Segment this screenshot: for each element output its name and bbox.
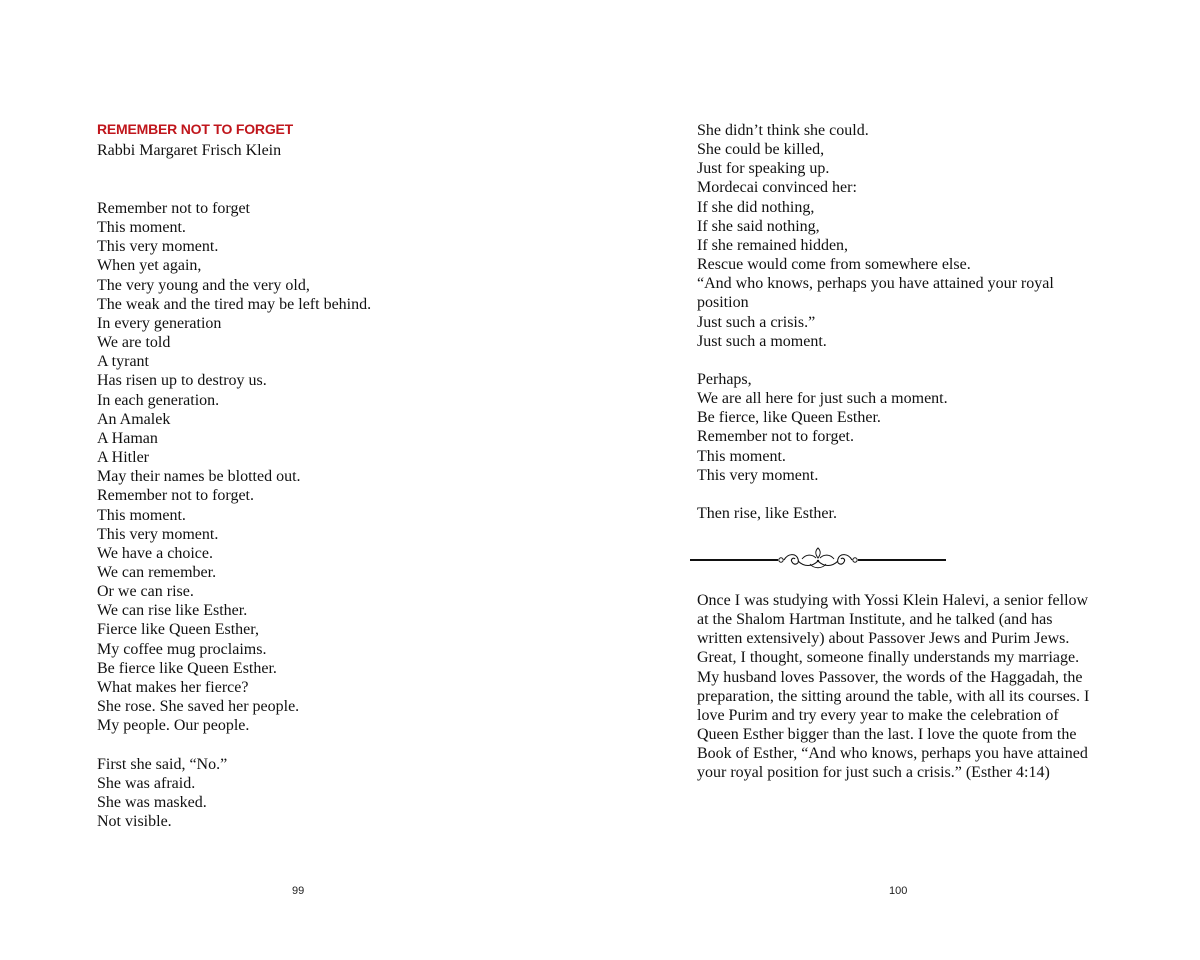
poem-line: My coffee mug proclaims. [97, 640, 267, 658]
page-number-left: 99 [292, 885, 305, 897]
poem-line: She was afraid. [97, 774, 196, 792]
poem-line: My people. Our people. [97, 717, 250, 735]
poem-line: Or we can rise. [97, 583, 194, 601]
poem-line: We are told [97, 334, 171, 352]
poem-line: Just such a moment. [697, 332, 827, 350]
poem-line: If she said nothing, [697, 217, 820, 235]
poem-line: The very young and the very old, [97, 276, 310, 294]
poem-line: Fierce like Queen Esther, [97, 621, 259, 639]
poem-line: This moment. [97, 219, 186, 237]
poem-title: REMEMBER NOT TO FORGET [97, 121, 294, 137]
prose-line: Queen Esther bigger than the last. I love the quote from the [697, 726, 1077, 744]
poem-line: Be fierce like Queen Esther. [97, 659, 277, 677]
poem-line: A tyrant [97, 353, 149, 371]
poem-line: This moment. [97, 506, 186, 524]
poem-line: We can remember. [97, 563, 217, 581]
poem-line: When yet again, [97, 257, 202, 275]
poem-line: Mordecai convinced her: [697, 179, 857, 197]
prose-line: your royal position for just such a crisis.” (Esther 4:14) [697, 764, 1050, 782]
poem-line [697, 351, 1054, 370]
poem-line [697, 485, 1054, 504]
page-number-right: 100 [889, 885, 908, 897]
poem-line: The weak and the tired may be left behind. [97, 295, 372, 313]
poem-line: Rescue would come from somewhere else. [697, 256, 971, 274]
poem-line: This moment. [697, 447, 786, 465]
prose-line: Great, I thought, someone finally understands my marriage. [697, 649, 1080, 667]
prose-line: preparation, the sitting around the table, with all its courses. I [697, 687, 1090, 705]
poem-lines-right [697, 121, 1054, 523]
poem-line: This very moment. [697, 466, 819, 484]
ornamental-flourish-divider-icon [690, 545, 946, 575]
poem-line: Has risen up to destroy us. [97, 372, 267, 390]
poem-line: Not visible. [97, 812, 172, 830]
poem-line: She could be killed, [697, 141, 825, 159]
poem-line: First she said, “No.” [97, 755, 228, 773]
poem-line: Be fierce, like Queen Esther. [697, 409, 881, 427]
poem-line: An Amalek [97, 410, 171, 428]
poem-line: Remember not to forget. [97, 487, 254, 505]
poem-line: Remember not to forget. [697, 428, 854, 446]
prose-line: Once I was studying with Yossi Klein Halevi, a senior fellow [697, 592, 1089, 609]
poem-line: Then rise, like Esther. [697, 505, 837, 523]
poem-line: Just such a crisis.” [697, 313, 816, 331]
poem-line: Remember not to forget [97, 200, 250, 217]
poem-line: position [697, 294, 749, 312]
poem-line: What makes her fierce? [97, 678, 249, 696]
poem-line: May their names be blotted out. [97, 468, 301, 486]
poem-line: She rose. She saved her people. [97, 698, 300, 716]
poem-line: “And who knows, perhaps you have attained your royal [697, 275, 1054, 293]
prose-line: My husband loves Passover, the words of the Haggadah, the [697, 668, 1083, 686]
poem-line: She didn’t think she could. [697, 122, 869, 139]
poem-line [97, 735, 371, 754]
poem-line: In each generation. [97, 391, 220, 409]
prose-line: love Purim and try every year to make the celebration of [697, 706, 1059, 724]
prose-paragraph [697, 591, 1117, 783]
poem-line: We have a choice. [97, 544, 213, 562]
prose-line: Book of Esther, “And who knows, perhaps you have attained [697, 745, 1088, 763]
poem-line: If she remained hidden, [697, 236, 849, 254]
poem-line: She was masked. [97, 793, 207, 811]
poem-line: Just for speaking up. [697, 160, 830, 178]
poem-line: This very moment. [97, 238, 219, 256]
poem-line: We are all here for just such a moment. [697, 390, 948, 408]
poem-lines-left [97, 199, 371, 831]
prose-line: at the Shalom Hartman Institute, and he talked (and has [697, 611, 1053, 629]
poem-line: A Hitler [97, 449, 149, 467]
poem-line: We can rise like Esther. [97, 602, 248, 620]
right-page [600, 0, 1200, 960]
poem-line: Perhaps, [697, 371, 752, 389]
poem-line: If she did nothing, [697, 198, 815, 216]
prose-line: written extensively) about Passover Jews and Purim Jews. [697, 630, 1070, 648]
poem-line: This very moment. [97, 525, 219, 543]
poem-line: A Haman [97, 429, 158, 447]
poem-author: Rabbi Margaret Frisch Klein [97, 142, 282, 159]
poem-line: In every generation [97, 314, 222, 332]
